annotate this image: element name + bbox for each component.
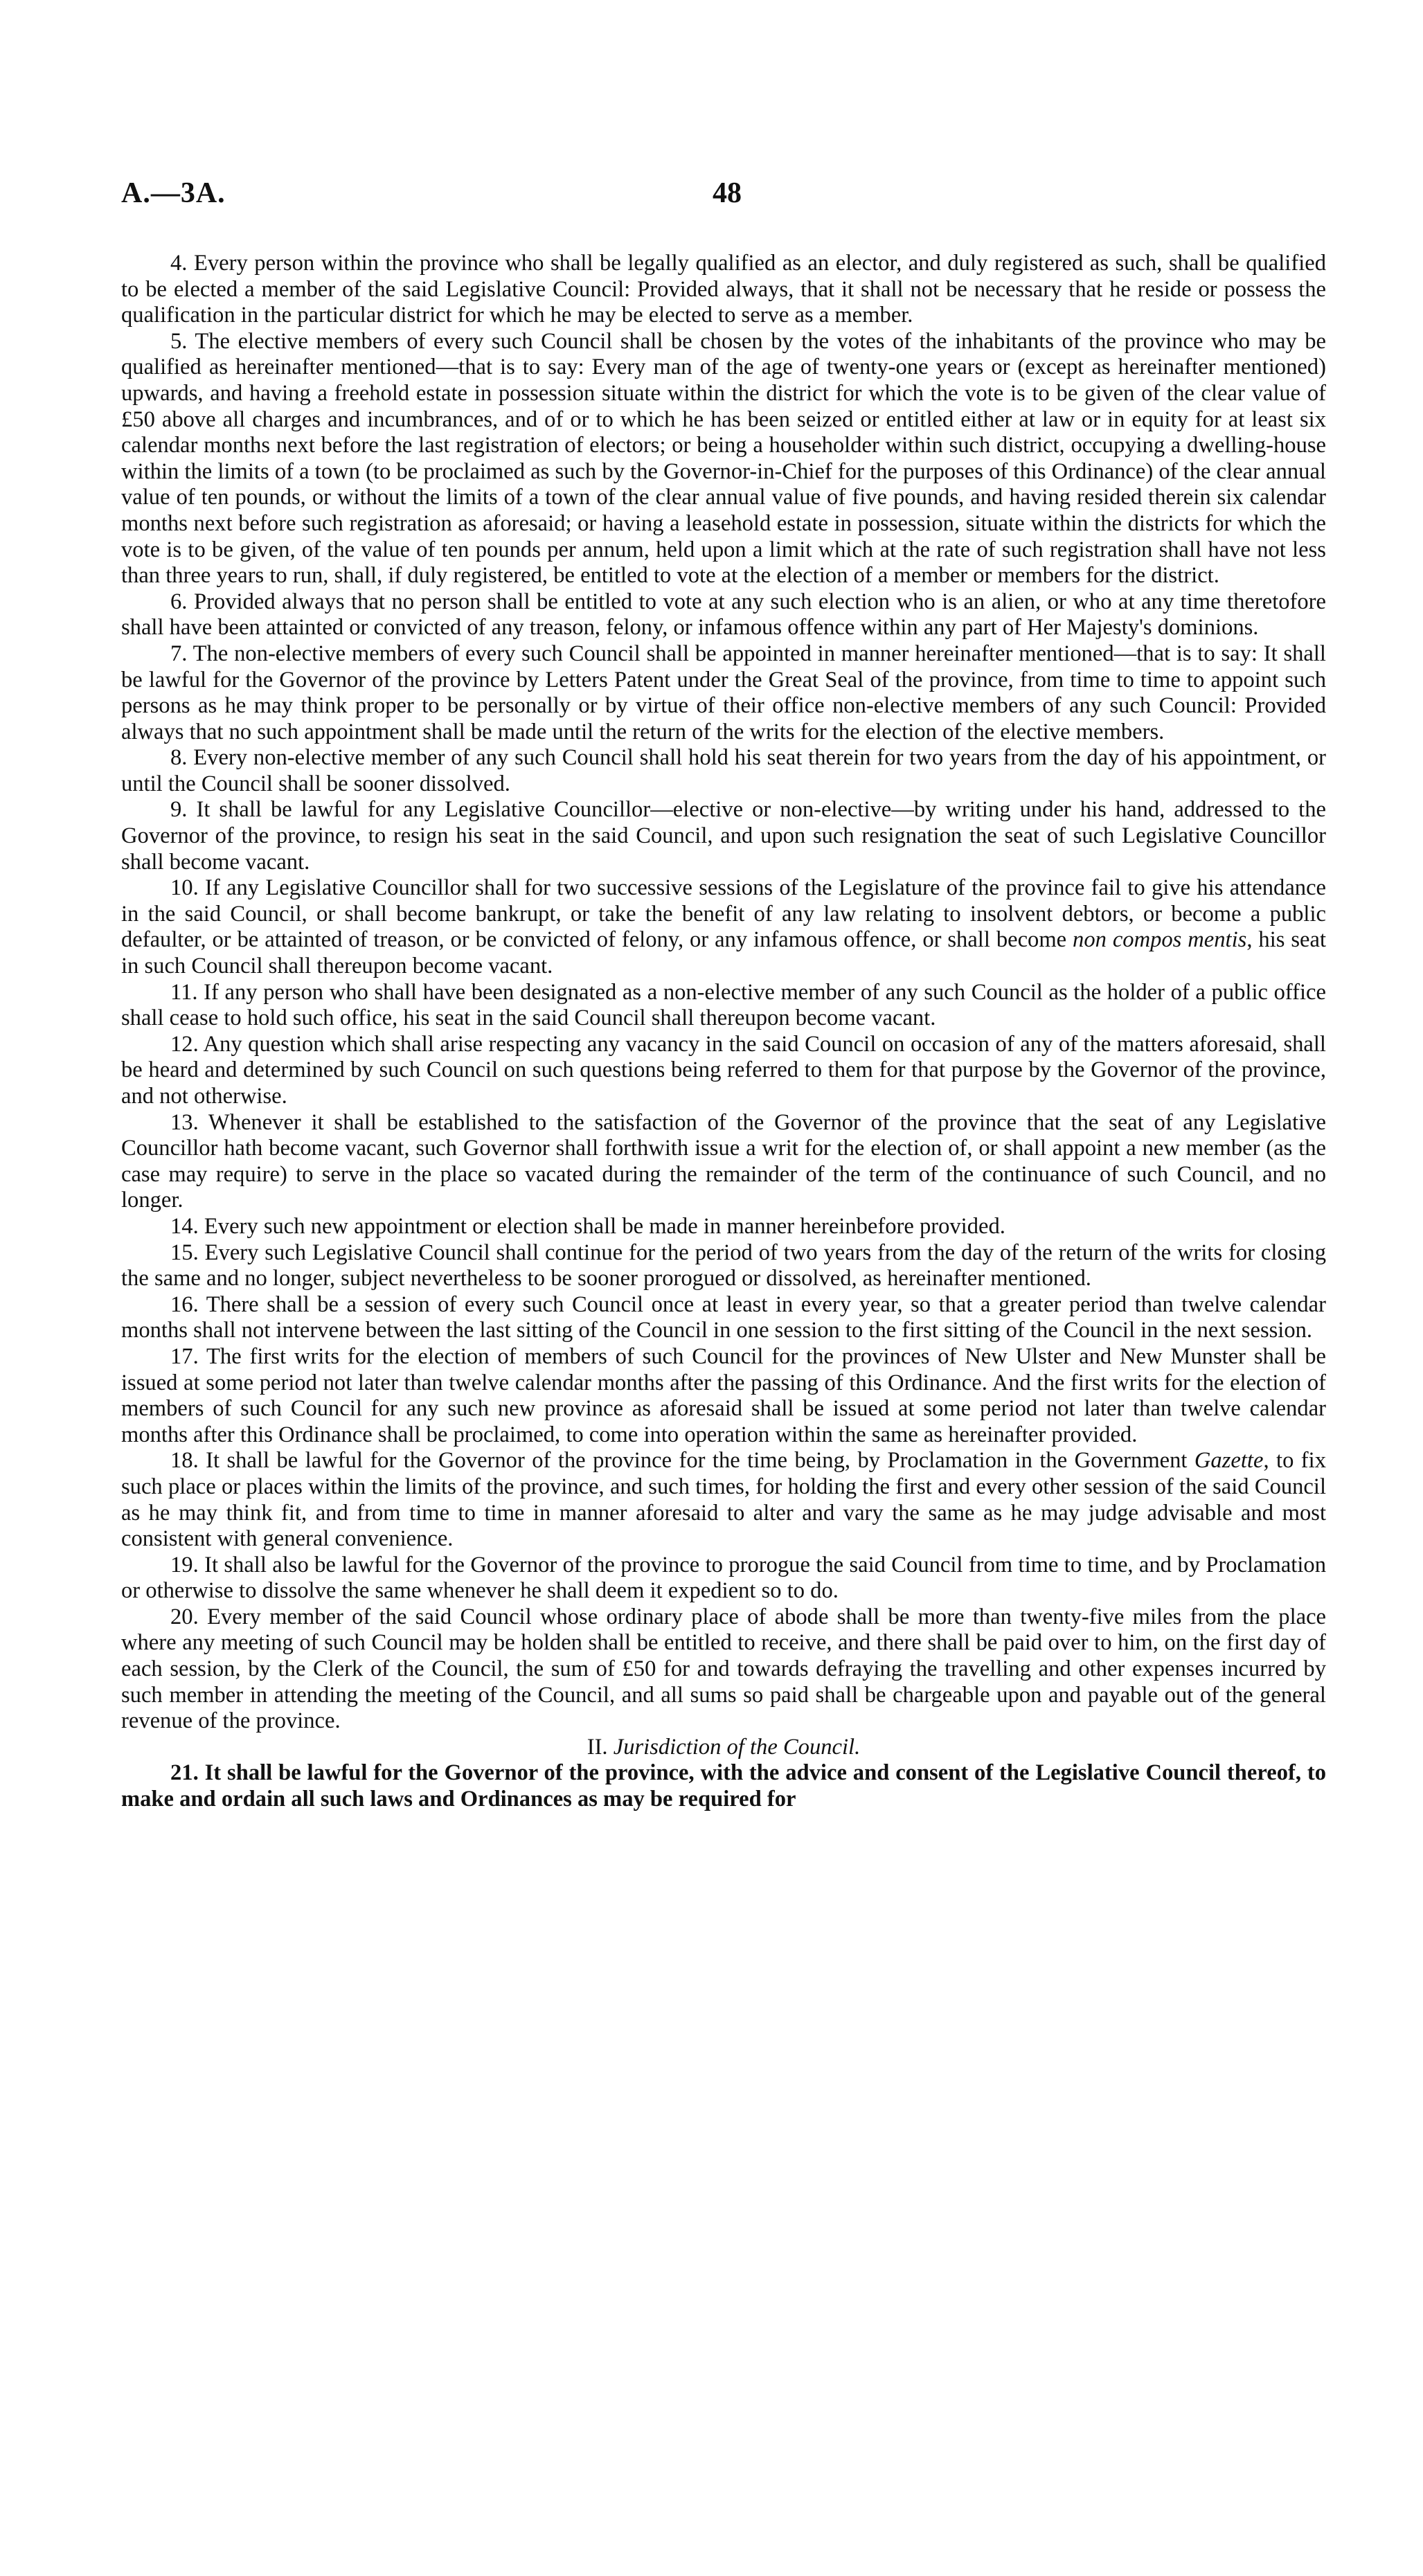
clause-text: It shall be lawful for the Governor of the province for the time being, by Proclamation in the Government	[206, 1448, 1194, 1474]
clause-text: The elective members of every such Council shall be chosen by the votes of the inhabitants of the province who may be qualified as hereinafter mentioned—that is to say: Every man of the age of twenty-one years or (except as hereinafter mentioned) upwards, and having a freehold estate in possession situate within the district for which the vote is to be given of the clear value of £50 above all charges and incumbrances, and of or to which he has been seized or entitled either at law or in equity for at least six calendar months next before the last registration of electors; or being a householder within such district, occupying a dwelling-house within the limits of a town (to be proclaimed as such by the Governor-in-Chief for the purposes of this Ordinance) of the clear annual value of ten pounds, or without the limits of a town of the clear annual value of five pounds, and having resided therein six calendar months next before such registration as aforesaid; or having a leasehold estate in possession, situate within the districts for which the vote is to be given, of the value of ten pounds per annum, held upon a limit which at the rate of such registration shall have not less than three years to run, shall, if duly registered, be entitled to vote at the election of a member or members for the district.	[121, 328, 1326, 589]
clause-number: 19.	[170, 1552, 199, 1577]
page-number: 48	[713, 177, 742, 209]
clause-4	[121, 251, 1326, 329]
clause-14	[121, 1214, 1326, 1240]
clause-number: 13.	[170, 1109, 199, 1135]
clause-number: 12.	[170, 1031, 199, 1057]
clause-8	[121, 745, 1326, 797]
clause-number: 16.	[170, 1291, 199, 1317]
section-title: Jurisdiction of the Council.	[613, 1734, 861, 1760]
clause-5	[121, 329, 1326, 589]
clause-number: 9.	[170, 797, 188, 823]
clause-number: 21.	[170, 1760, 199, 1786]
clause-11	[121, 980, 1326, 1032]
clause-text: It shall be lawful for the Governor of the province, with the advice and consent of the Legislative Council thereof, to make and ordain all such laws and Ordinances as may be required for	[121, 1760, 1326, 1812]
clause-number: 10.	[170, 875, 199, 901]
clause-text: Provided always that no person shall be entitled to vote at any such election who is an alien, or who at any time theretofore shall have been attainted or convicted of any treason, felony, or infamous offence within any part of Her Majesty's dominions.	[121, 589, 1326, 641]
clause-italic-term: Gazette	[1194, 1448, 1264, 1474]
clause-10	[121, 875, 1326, 979]
clause-9	[121, 797, 1326, 875]
document-reference: A.—3A.	[121, 177, 226, 209]
clause-12	[121, 1032, 1326, 1110]
clause-text: It shall be lawful for any Legislative Councillor—elective or non-elective—by writing under his hand, addressed to the Governor of the province, to resign his seat in the said Council, and upon such resignation the seat of such Legislative Councillor shall become vacant.	[121, 797, 1326, 875]
clause-number: 14.	[170, 1213, 199, 1239]
clause-number: 15.	[170, 1240, 199, 1265]
clause-16	[121, 1292, 1326, 1344]
clause-text: Whenever it shall be established to the satisfaction of the Governor of the province that the seat of any Legislative Councillor hath become vacant, such Governor shall forthwith issue a writ for the election of, or shall appoint a new member (as the case may require) to serve in the place so vacated during the remainder of the term of the continuance of such Council, and no longer.	[121, 1109, 1326, 1213]
clause-text: If any Legislative Councillor shall for two successive sessions of the Legislature of the province fail to give his attendance in the said Council, or shall become bankrupt, or take the benefit of any law relating to insolvent debtors, or become a public defaulter, or be attainted of treason, or be convicted of felony, or any infamous offence, or shall become	[121, 875, 1326, 953]
clause-number: 18.	[170, 1448, 199, 1474]
clause-15	[121, 1240, 1326, 1292]
clause-number: 6.	[170, 589, 188, 614]
clause-number: 5.	[170, 328, 188, 354]
document-body	[121, 251, 1326, 1813]
clause-text: Every such new appointment or election shall be made in manner hereinbefore provided.	[204, 1213, 1005, 1239]
clause-21	[121, 1760, 1326, 1812]
clause-6	[121, 589, 1326, 641]
clause-text: If any person who shall have been designated as a non-elective member of any such Council as the holder of a public office shall cease to hold such office, his seat in the said Council shall thereupon become vacant.	[121, 979, 1326, 1031]
clause-text: Every non-elective member of any such Council shall hold his seat therein for two years from the day of his appointment, or until the Council shall be sooner dissolved.	[121, 745, 1326, 796]
clause-18	[121, 1448, 1326, 1552]
clause-italic-term: non compos mentis	[1073, 927, 1247, 953]
clause-text-continued: , his seat in such Council shall thereupon become vacant.	[121, 927, 1326, 979]
section-heading	[121, 1735, 1326, 1761]
clause-13	[121, 1110, 1326, 1214]
page-header	[121, 177, 1333, 225]
clause-text: Every person within the province who shall be legally qualified as an elector, and duly registered as such, shall be qualified to be elected a member of the said Legislative Council: Provided always, that it shall not be necessary that he reside or possess the qualification in the particular district for which he may be elected to serve as a member.	[121, 251, 1326, 328]
clause-text: It shall also be lawful for the Governor of the province to prorogue the said Council from time to time, and by Proclamation or otherwise to dissolve the same whenever he shall deem it expedient so to do.	[121, 1552, 1326, 1604]
clause-text: Any question which shall arise respecting any vacancy in the said Council on occasion of any of the matters aforesaid, shall be heard and determined by such Council on such questions being referred to them for that purpose by the Governor of the province, and not otherwise.	[121, 1031, 1326, 1109]
clause-number: 4.	[170, 251, 188, 276]
clause-text: The non-elective members of every such Council shall be appointed in manner hereinafter mentioned—that is to say: It shall be lawful for the Governor of the province by Letters Patent under the Great Seal of the province, from time to time to appoint such persons as he may think proper to be personally or by virtue of their office non-elective members of any such Council: Provided always that no such appointment shall be made until the return of the writs for the election of the elective members.	[121, 641, 1326, 744]
section-numeral: II.	[587, 1734, 608, 1760]
clause-text: There shall be a session of every such Council once at least in every year, so that a greater period than twelve calendar months shall not intervene between the last sitting of the Council in one session to the first sitting of the Council in the next session.	[121, 1291, 1326, 1343]
clause-17	[121, 1344, 1326, 1448]
clause-19	[121, 1553, 1326, 1604]
clause-number: 20.	[170, 1604, 199, 1629]
clause-text: Every member of the said Council whose ordinary place of abode shall be more than twenty-five miles from the place where any meeting of such Council may be holden shall be entitled to receive, and there shall be paid over to him, on the first day of each session, by the Clerk of the Council, the sum of £50 for and towards defraying the travelling and other expenses incurred by such member in attending the meeting of the Council, and all sums so paid shall be chargeable upon and payable out of the general revenue of the province.	[121, 1604, 1326, 1734]
clause-number: 17.	[170, 1343, 199, 1369]
clause-text-continued: , to fix such place or places within the limits of the province, and such times, for holding the first and every other session of the said Council as he may think fit, and from time to time in manner aforesaid to alter and vary the same as he may judge advisable and most consistent with general convenience.	[121, 1448, 1326, 1552]
clause-number: 11.	[170, 979, 198, 1005]
clause-text: Every such Legislative Council shall continue for the period of two years from the day of the return of the writs for closing the same and no longer, subject nevertheless to be sooner prorogued or dissolved, as hereinafter mentioned.	[121, 1240, 1326, 1291]
clause-number: 7.	[170, 641, 188, 666]
clause-20	[121, 1604, 1326, 1735]
clause-7	[121, 641, 1326, 745]
clause-number: 8.	[170, 745, 188, 771]
clause-text: The first writs for the election of members of such Council for the provinces of New Ulster and New Munster shall be issued at some period not later than twelve calendar months after the passing of this Ordinance. And the first writs for the election of members of such Council for any such new province as aforesaid shall be issued at some period not later than twelve calendar months after this Ordinance shall be proclaimed, to come into operation within the same as hereinafter provided.	[121, 1343, 1326, 1447]
